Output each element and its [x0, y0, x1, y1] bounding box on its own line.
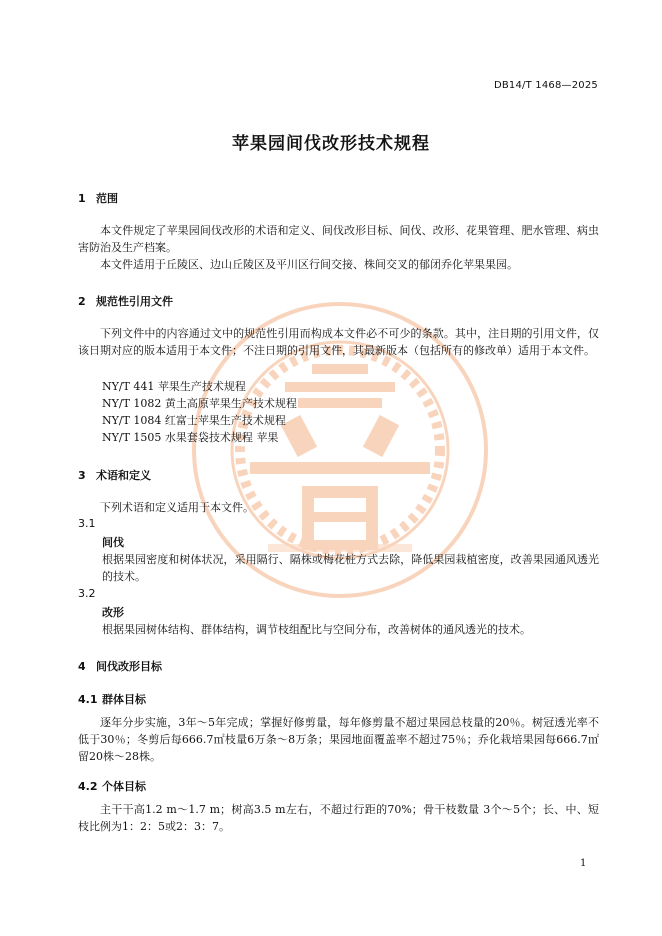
section-title: 术语和定义 [96, 469, 151, 482]
section-number: 4 [78, 660, 86, 673]
subsection-4-2-paragraph: 主干干高1.2 m～1.7 m；树高3.5 m左右，不超过行距的70%；骨干枝数量 3个～5个；长、中、短枝比例为1：2：5或2：3：7。 [78, 803, 599, 833]
subsection-4-1-paragraph: 逐年分步实施，3年～5年完成；掌握好修剪量，每年修剪量不超过果园总枝量的20％。树冠透光率不低于30％；冬剪后每666.7㎡枝量6万条～8万条；果园地面覆盖率不超过75％；乔化栽培果园每666.7㎡留20株～28株。 [78, 716, 599, 763]
section-title: 规范性引用文件 [96, 295, 173, 308]
subsection-number: 4.1 [78, 693, 98, 706]
reference-item: NY/T 1505 水果套袋技术规程 苹果 [102, 431, 279, 444]
section-number: 3 [78, 469, 86, 482]
section-1-paragraph-1: 本文件规定了苹果园间伐改形的术语和定义、间伐改形目标、间伐、改形、花果管理、肥水管理、病虫害防治及生产档案。 [78, 224, 599, 254]
section-1-paragraph-2: 本文件适用于丘陵区、边山丘陵区及平川区行间交接、株间交叉的郁闭乔化苹果果园。 [100, 258, 518, 271]
term-name: 间伐 [102, 536, 124, 549]
term-name: 改形 [102, 606, 124, 619]
page-number: 1 [580, 858, 587, 869]
subsection-title: 群体目标 [102, 693, 146, 706]
section-2-heading [78, 293, 173, 309]
document-title: 苹果园间伐改形技术规程 [232, 134, 430, 154]
term-definition: 根据果园密度和树体状况，采用隔行、隔株或梅花桩方式去除，降低果园栽植密度，改善果园通风透光的技术。 [102, 553, 599, 583]
document-code: DB14/T 1468—2025 [493, 80, 598, 91]
section-1-heading [78, 190, 118, 206]
subsection-4-2-heading [78, 778, 146, 794]
section-4-heading [78, 658, 162, 674]
section-number: 2 [78, 295, 86, 308]
term-definition: 根据果园树体结构、群体结构，调节枝组配比与空间分布，改善树体的通风透光的技术。 [102, 623, 531, 636]
section-2-paragraph-1: 下列文件中的内容通过文中的规范性引用而构成本文件必不可少的条款。其中，注日期的引用文件，仅该日期对应的版本适用于本文件；不注日期的引用文件，其最新版本（包括所有的修改单）适用于本文件。 [78, 327, 599, 357]
subsection-title: 个体目标 [102, 780, 146, 793]
reference-item: NY/T 1084 红富士苹果生产技术规程 [102, 414, 286, 427]
reference-item: NY/T 441 苹果生产技术规程 [102, 380, 246, 393]
subsection-4-1-heading [78, 691, 146, 707]
reference-item: NY/T 1082 黄土高原苹果生产技术规程 [102, 397, 297, 410]
section-title: 间伐改形目标 [96, 660, 162, 673]
subsection-number: 4.2 [78, 780, 98, 793]
term-number: 3.2 [78, 587, 96, 600]
term-number: 3.1 [78, 517, 96, 530]
section-3-paragraph-1: 下列术语和定义适用于本文件。 [100, 501, 254, 514]
section-title: 范围 [96, 192, 118, 205]
section-3-heading [78, 467, 151, 483]
section-number: 1 [78, 192, 86, 205]
